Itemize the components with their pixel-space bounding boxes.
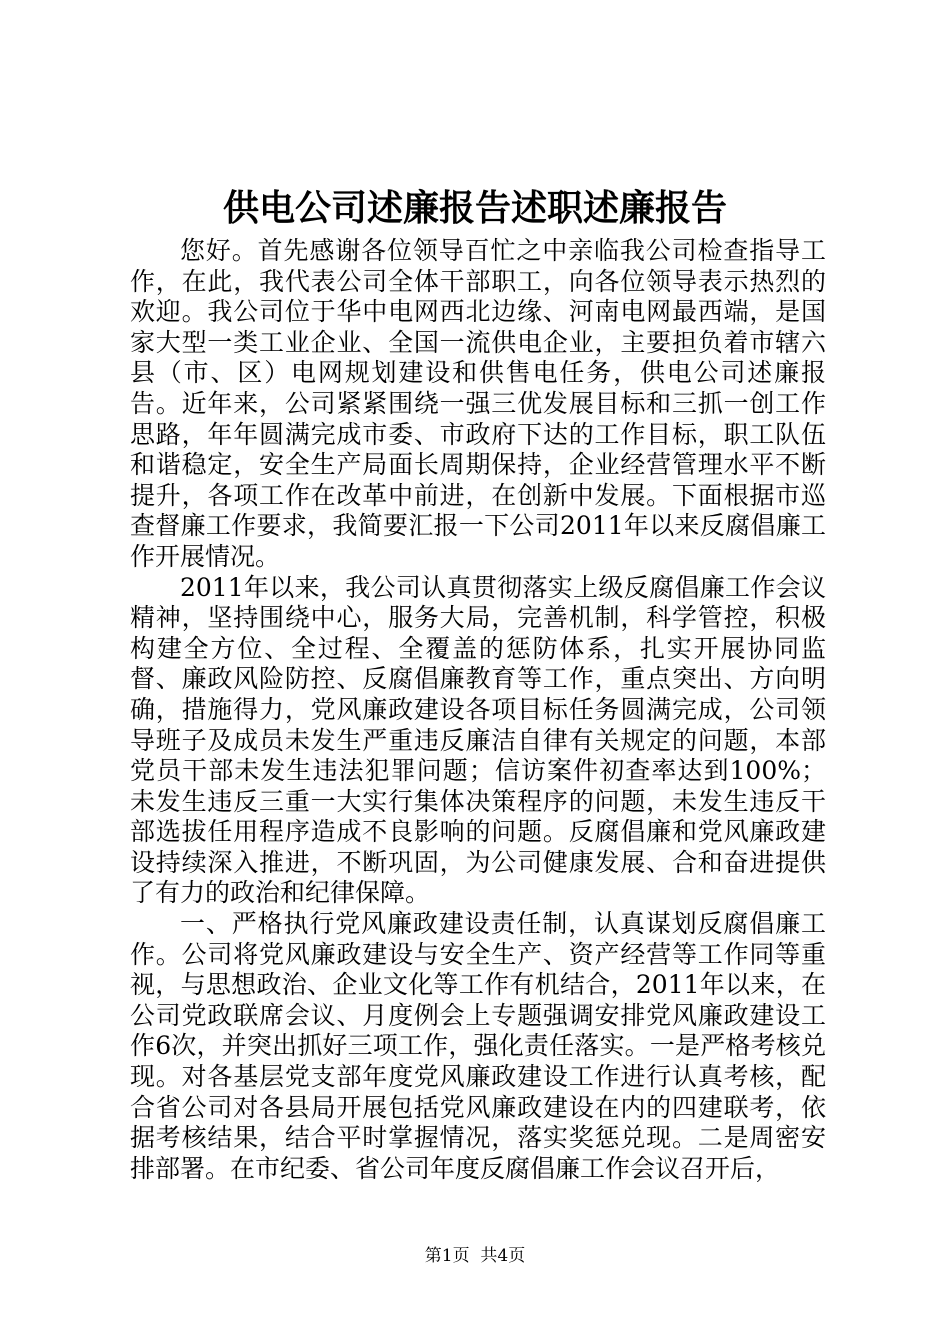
paragraph-section-one: 一、严格执行党风廉政建设责任制，认真谋划反腐倡廉工作。公司将党风廉政建设与安全生产、资产经营等工作同等重视，与思想政治、企业文化等工作有机结合，2011年以来，在公司党政联席会议、月度例会上专题强调安排党风廉政建设工作6次，并突出抓好三项工作，强化责任落实。一是严格考核兑现。对各基层党支部年度党风廉政建设工作进行认真考核，配合省公司对各县局开展包括党风廉政建设在内的四建联考，依据考核结果，结合平时掌握情况，落实奖惩兑现。二是周密安排部署。在市纪委、省公司年度反腐倡廉工作会议召开后， (130, 909, 826, 1183)
paragraph-opening: 您好。首先感谢各位领导百忙之中亲临我公司检查指导工作，在此，我代表公司全体干部职工，向各位领导表示热烈的欢迎。我公司位于华中电网西北边缘、河南电网最西端，是国家大型一类工业企业、全国一流供电企业，主要担负着市辖六县（市、区）电网规划建设和供售电任务，供电公司述廉报告。近年来，公司紧紧围绕一强三优发展目标和三抓一创工作思路，年年圆满完成市委、市政府下达的工作目标，职工队伍和谐稳定，安全生产局面长周期保持，企业经营管理水平不断提升，各项工作在改革中前进，在创新中发展。下面根据市巡查督廉工作要求，我简要汇报一下公司2011年以来反腐倡廉工作开展情况。 (130, 236, 826, 571)
paragraph-overview: 2011年以来，我公司认真贯彻落实上级反腐倡廉工作会议精神，坚持围绕中心，服务大局，完善机制，科学管控，积极构建全方位、全过程、全覆盖的惩防体系，扎实开展协同监督、廉政风险防控、反腐倡廉教育等工作，重点突出、方向明确，措施得力，党风廉政建设各项目标任务圆满完成，公司领导班子及成员未发生严重违反廉洁自律有关规定的问题，本部党员干部未发生违法犯罪问题；信访案件初查率达到100%；未发生违反三重一大实行集体决策程序的问题，未发生违反干部选拔任用程序造成不良影响的问题。反腐倡廉和党风廉政建设持续深入推进，不断巩固，为公司健康发展、合和奋进提供了有力的政治和纪律保障。 (130, 572, 826, 908)
document-title: 供电公司述廉报告述职述廉报告 (222, 187, 727, 229)
document-body (130, 236, 826, 1184)
page-number-footer (0, 1244, 950, 1268)
page-number-label: 第1页 共4页 (424, 1246, 526, 1266)
